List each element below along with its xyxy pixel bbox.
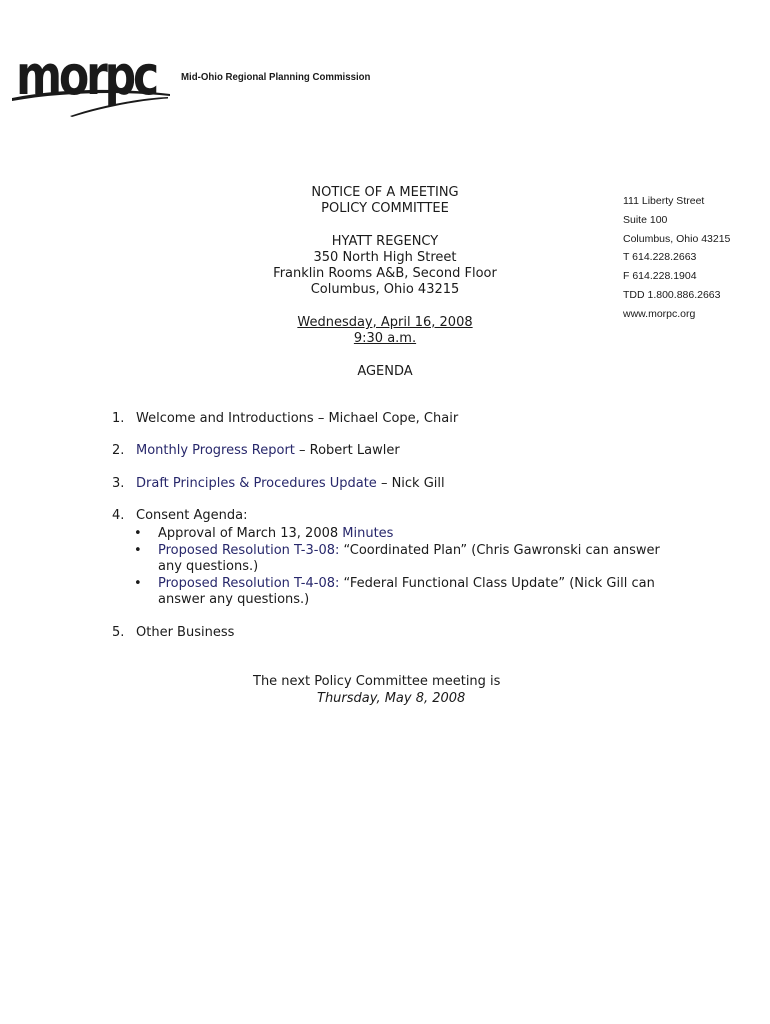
address-block [623, 194, 730, 326]
agenda-title: AGENDA [357, 364, 413, 379]
minutes-link[interactable]: Minutes [342, 526, 394, 541]
resolution-link[interactable]: Proposed Resolution T-4-08: [158, 575, 340, 591]
address-suite: Suite 100 [623, 213, 668, 226]
list-item [132, 526, 672, 543]
meeting-date: Wednesday, April 16, 2008 [297, 315, 473, 330]
venue-rooms: Franklin Rooms A&B, Second Floor [273, 266, 497, 281]
meeting-time: 9:30 a.m. [353, 331, 417, 346]
item-number: 3. [112, 476, 125, 491]
agenda-item-4 [112, 508, 248, 524]
list-item [132, 543, 672, 576]
item-text: Approval of March 13, 2008 [158, 526, 343, 541]
venue-street: 350 North High Street [313, 250, 457, 265]
item-presenter: – Michael Cope, Chair [313, 411, 459, 426]
item-title: Welcome and Introductions [136, 411, 314, 426]
item-number: 5. [112, 625, 125, 640]
item-presenter: – Robert Lawler [294, 443, 400, 458]
logo-swoosh [12, 50, 172, 120]
list-item [132, 576, 672, 609]
meeting-datetime [245, 315, 525, 347]
org-name: Mid-Ohio Regional Planning Commission [181, 71, 371, 83]
item-link[interactable]: Draft Principles & Procedures Update [136, 476, 377, 491]
item-text: “Federal Functional Class Update” (Nick Gill can answer any questions.) [158, 575, 655, 607]
address-fax: F 614.228.1904 [623, 270, 697, 283]
resolution-link[interactable]: Proposed Resolution T-3-08: [158, 542, 340, 558]
next-meeting [253, 673, 500, 707]
item-title: Consent Agenda: [136, 508, 248, 523]
bullet-icon: • [134, 526, 142, 541]
next-meeting-date: Thursday, May 8, 2008 [317, 691, 466, 706]
agenda-item-1 [112, 411, 458, 427]
venue-block [245, 234, 525, 298]
bullet-icon: • [134, 575, 142, 591]
address-web[interactable]: www.morpc.org [623, 307, 696, 320]
item-number: 2. [112, 443, 125, 458]
item-title: Other Business [136, 625, 235, 640]
logo-text: morpc [16, 44, 156, 107]
item-presenter: – Nick Gill [376, 476, 445, 491]
notice-title: NOTICE OF A MEETING [311, 185, 459, 200]
address-phone: T 614.228.2663 [623, 251, 697, 264]
agenda-item-2 [112, 443, 400, 459]
item-number: 1. [112, 411, 125, 426]
consent-list [132, 526, 672, 609]
venue-city: Columbus, Ohio 43215 [310, 282, 460, 297]
notice-heading [245, 185, 525, 217]
item-link[interactable]: Monthly Progress Report [136, 443, 295, 458]
next-meeting-label: The next Policy Committee meeting is [253, 674, 501, 689]
item-number: 4. [112, 508, 125, 523]
item-text: “Coordinated Plan” (Chris Gawronski can answer any questions.) [158, 542, 660, 574]
address-tdd: TDD 1.800.886.2663 [623, 288, 721, 301]
venue-name: HYATT REGENCY [331, 234, 439, 249]
address-city: Columbus, Ohio 43215 [623, 232, 731, 245]
agenda-item-3 [112, 476, 445, 492]
address-street: 111 Liberty Street [623, 195, 705, 207]
agenda-item-5 [112, 625, 234, 641]
committee-name: POLICY COMMITTEE [321, 201, 449, 216]
bullet-icon: • [134, 542, 142, 558]
